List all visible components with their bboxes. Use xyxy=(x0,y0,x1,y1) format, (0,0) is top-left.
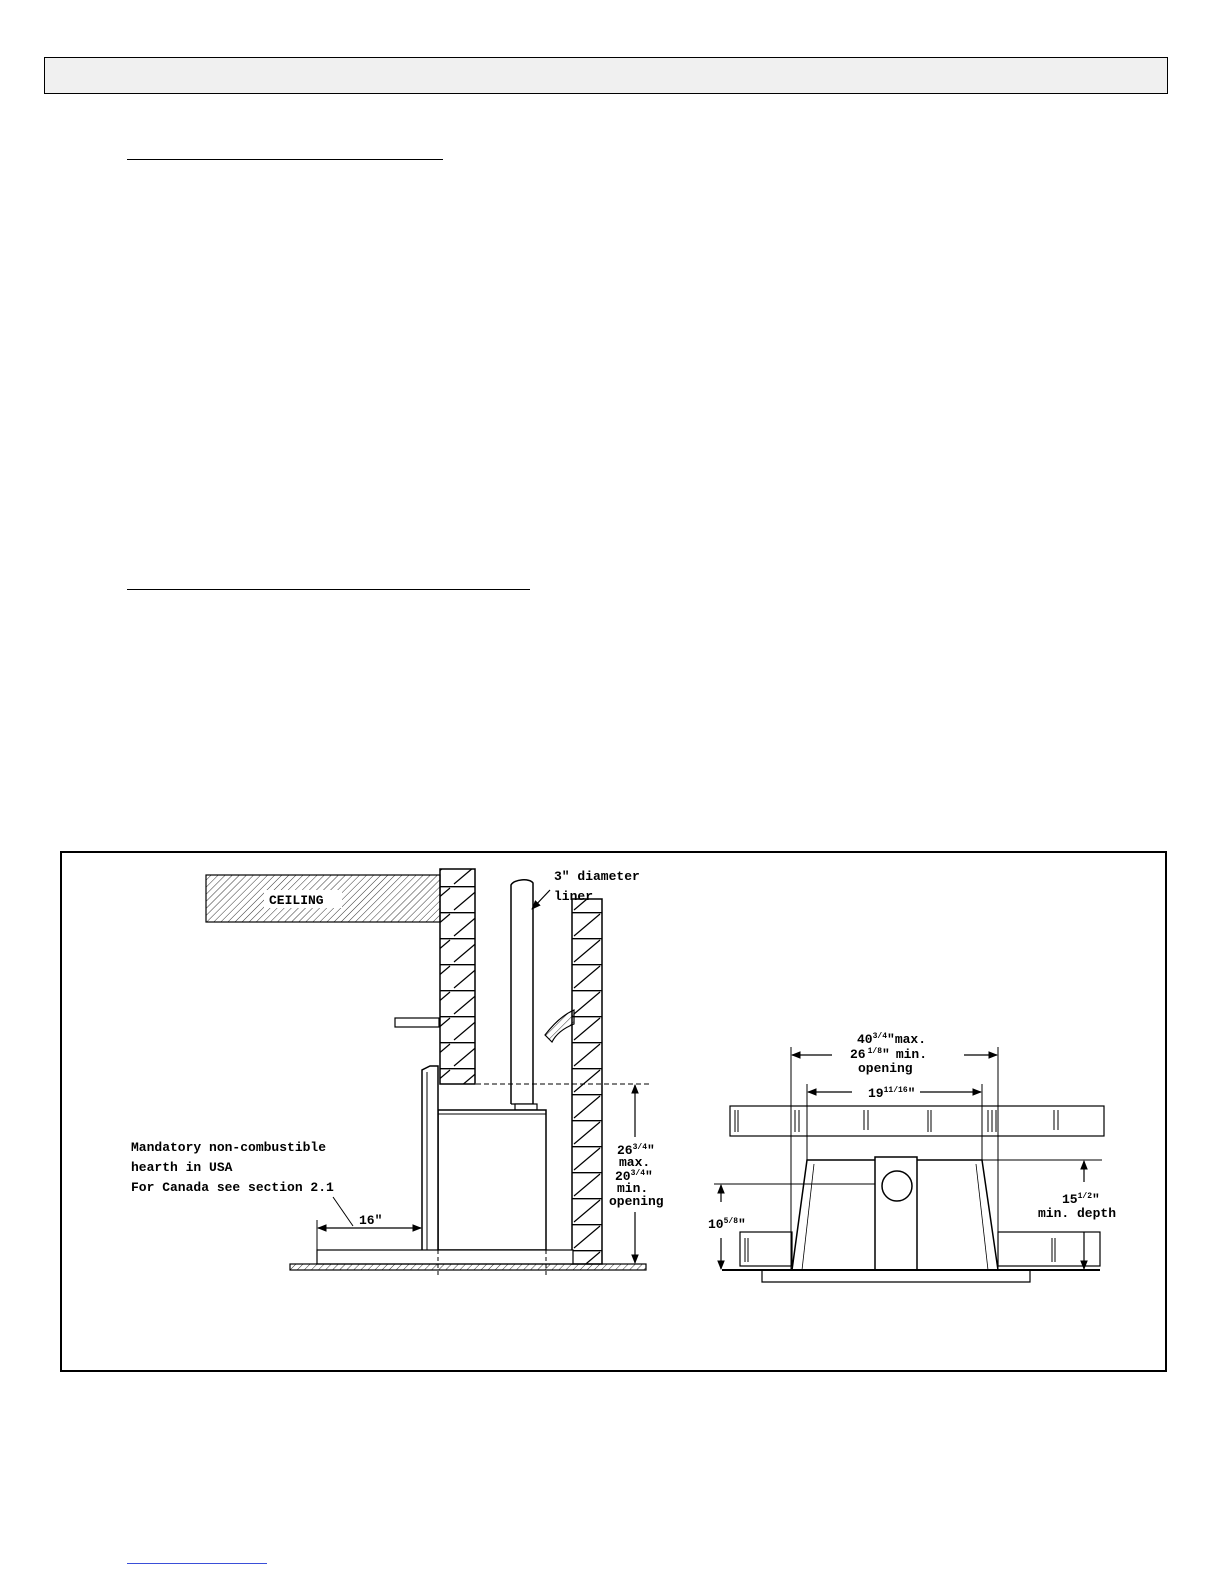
liner-leader xyxy=(532,890,550,909)
opening-height-max: $26^{3/4}$" xyxy=(617,1143,655,1158)
hearth-depth-label: 16" xyxy=(359,1213,383,1228)
ceiling-label: CEILING xyxy=(269,893,324,908)
footer-link-underline[interactable] xyxy=(127,1563,267,1564)
hearth-note-line1: Mandatory non-combustible xyxy=(131,1140,327,1155)
liner-label-line2: liner xyxy=(554,889,594,904)
insert-surround xyxy=(422,1066,438,1252)
width-opening-label: opening xyxy=(858,1061,913,1076)
opening-height-min: $20^{3/4}$" xyxy=(615,1169,653,1184)
insert-body xyxy=(438,1110,546,1250)
hearth-note-line3: For Canada see section 2.1 xyxy=(131,1180,334,1195)
opening-height-max-word: max. xyxy=(619,1155,651,1170)
opening-height-min-word: min. xyxy=(617,1181,649,1196)
depth-value-label: $15^{1/2}$" xyxy=(1062,1192,1100,1207)
heading-underline-2 xyxy=(127,589,530,590)
right-fascia-stub xyxy=(998,1232,1100,1266)
damper-ledge xyxy=(545,1010,574,1042)
inner-width-label: $19^{11/16}$" xyxy=(868,1086,916,1101)
width-min-label: 26 $^{1/8}$" min. xyxy=(850,1047,928,1062)
side-height-label: $10^{5/8}$" xyxy=(708,1217,746,1232)
liner-pipe xyxy=(511,880,533,1104)
floor-line xyxy=(290,1264,646,1270)
hearth-extension xyxy=(317,1250,573,1264)
liner-label-line1: 3" diameter xyxy=(554,869,640,884)
installation-diagram-figure xyxy=(60,851,1167,1372)
front-view xyxy=(708,1032,1116,1282)
chimney-wall-right xyxy=(572,899,602,1264)
base-plate xyxy=(762,1270,1030,1282)
opening-height-opening-word: opening xyxy=(609,1194,664,1209)
hearth-leader xyxy=(333,1197,353,1226)
heading-underline-1 xyxy=(127,159,443,160)
section-header-bar xyxy=(44,57,1168,94)
mantel-shelf xyxy=(395,1018,439,1027)
depth-word-label: min. depth xyxy=(1038,1206,1117,1221)
installation-diagram xyxy=(62,853,1169,1374)
side-view xyxy=(131,869,664,1277)
chimney-wall-left xyxy=(440,869,475,1084)
liner-collar xyxy=(515,1104,537,1110)
hearth-note-line2: hearth in USA xyxy=(131,1160,233,1175)
flue-outlet-circle xyxy=(882,1171,912,1201)
width-max-label: $40^{3/4}"\max$. xyxy=(857,1032,927,1047)
mantel-band xyxy=(730,1106,1104,1136)
